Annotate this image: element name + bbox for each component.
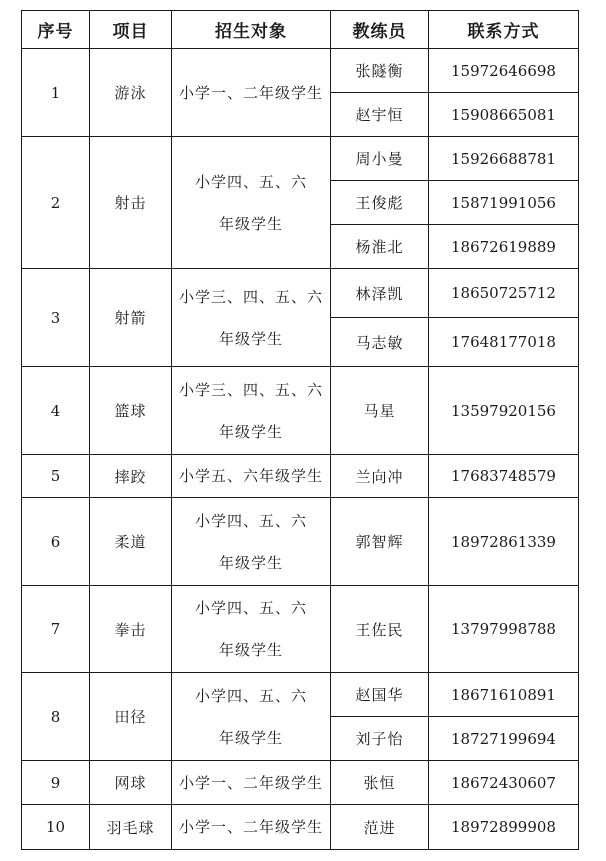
target-line: 小学三、四、五、六 xyxy=(178,287,323,306)
coach-name: 周小曼 xyxy=(331,137,429,181)
row-sport: 篮球 xyxy=(90,367,172,455)
target-line: 年级学生 xyxy=(218,214,283,233)
coach-phone: 18672619889 xyxy=(429,225,579,269)
coach-phone: 15908665081 xyxy=(429,93,579,137)
table-row xyxy=(22,367,579,455)
coach-name: 王俊彪 xyxy=(331,181,429,225)
header-coach: 教练员 xyxy=(331,11,429,49)
coach-name: 马星 xyxy=(331,367,429,455)
row-sport: 柔道 xyxy=(90,498,172,586)
coach-phone: 18650725712 xyxy=(429,269,579,318)
row-index: 10 xyxy=(22,805,90,850)
row-index: 3 xyxy=(22,269,90,367)
coach-name: 范进 xyxy=(331,805,429,850)
header-index: 序号 xyxy=(22,11,90,49)
table-row xyxy=(22,137,579,181)
row-target xyxy=(172,761,331,805)
row-target xyxy=(172,586,331,673)
target-line: 小学一、二年级学生 xyxy=(178,83,323,102)
header-contact: 联系方式 xyxy=(429,11,579,49)
row-sport: 田径 xyxy=(90,673,172,761)
target-line: 小学四、五、六 xyxy=(194,511,307,530)
table-row xyxy=(22,673,579,717)
target-line: 小学四、五、六 xyxy=(194,686,307,705)
row-index: 6 xyxy=(22,498,90,586)
table-row xyxy=(22,49,579,93)
row-sport: 网球 xyxy=(90,761,172,805)
target-line: 年级学生 xyxy=(218,422,283,441)
row-index: 1 xyxy=(22,49,90,137)
table-row xyxy=(22,269,579,318)
coach-phone: 18672430607 xyxy=(429,761,579,805)
row-target xyxy=(172,137,331,269)
target-line: 小学五、六年级学生 xyxy=(178,467,323,485)
target-line: 小学一、二年级学生 xyxy=(178,773,323,792)
coach-phone: 15926688781 xyxy=(429,137,579,181)
row-target xyxy=(172,49,331,137)
table-row xyxy=(22,761,579,805)
coach-phone: 15972646698 xyxy=(429,49,579,93)
coach-name: 张恒 xyxy=(331,761,429,805)
row-sport: 游泳 xyxy=(90,49,172,137)
row-index: 8 xyxy=(22,673,90,761)
row-index: 9 xyxy=(22,761,90,805)
row-sport: 拳击 xyxy=(90,586,172,673)
row-index: 4 xyxy=(22,367,90,455)
coach-phone: 17648177018 xyxy=(429,318,579,367)
table-row xyxy=(22,586,579,673)
coach-phone: 18727199694 xyxy=(429,717,579,761)
coach-name: 林泽凯 xyxy=(331,269,429,318)
coach-name: 杨淮北 xyxy=(331,225,429,269)
header-row xyxy=(22,11,579,49)
target-line: 年级学生 xyxy=(218,641,283,659)
row-index: 5 xyxy=(22,455,90,498)
coach-phone: 17683748579 xyxy=(429,455,579,498)
coach-phone: 13597920156 xyxy=(429,367,579,455)
row-target xyxy=(172,673,331,761)
table-row xyxy=(22,455,579,498)
target-line: 年级学生 xyxy=(218,728,283,747)
coach-name: 张隧衡 xyxy=(331,49,429,93)
coach-phone: 13797998788 xyxy=(429,586,579,673)
table-row xyxy=(22,805,579,850)
enrollment-table xyxy=(21,10,579,850)
target-line: 小学一、二年级学生 xyxy=(178,818,323,836)
row-sport: 射箭 xyxy=(90,269,172,367)
coach-name: 马志敏 xyxy=(331,318,429,367)
coach-name: 赵国华 xyxy=(331,673,429,717)
coach-phone: 18972899908 xyxy=(429,805,579,850)
row-target xyxy=(172,455,331,498)
row-target xyxy=(172,269,331,367)
row-index: 2 xyxy=(22,137,90,269)
row-sport: 羽毛球 xyxy=(90,805,172,850)
coach-phone: 15871991056 xyxy=(429,181,579,225)
row-sport: 射击 xyxy=(90,137,172,269)
coach-name: 王佐民 xyxy=(331,586,429,673)
row-sport: 摔跤 xyxy=(90,455,172,498)
header-sport: 项目 xyxy=(90,11,172,49)
row-target xyxy=(172,367,331,455)
row-index: 7 xyxy=(22,586,90,673)
coach-phone: 18671610891 xyxy=(429,673,579,717)
coach-name: 郭智辉 xyxy=(331,498,429,586)
coach-name: 刘子怡 xyxy=(331,717,429,761)
coach-name: 兰向冲 xyxy=(331,455,429,498)
target-line: 小学三、四、五、六 xyxy=(178,380,323,399)
target-line: 小学四、五、六 xyxy=(194,172,307,191)
coach-name: 赵宇恒 xyxy=(331,93,429,137)
header-target: 招生对象 xyxy=(172,11,331,49)
row-target xyxy=(172,498,331,586)
coach-phone: 18972861339 xyxy=(429,498,579,586)
target-line: 小学四、五、六 xyxy=(194,599,307,617)
target-line: 年级学生 xyxy=(218,329,283,348)
row-target xyxy=(172,805,331,850)
table-row xyxy=(22,498,579,586)
target-line: 年级学生 xyxy=(218,553,283,572)
